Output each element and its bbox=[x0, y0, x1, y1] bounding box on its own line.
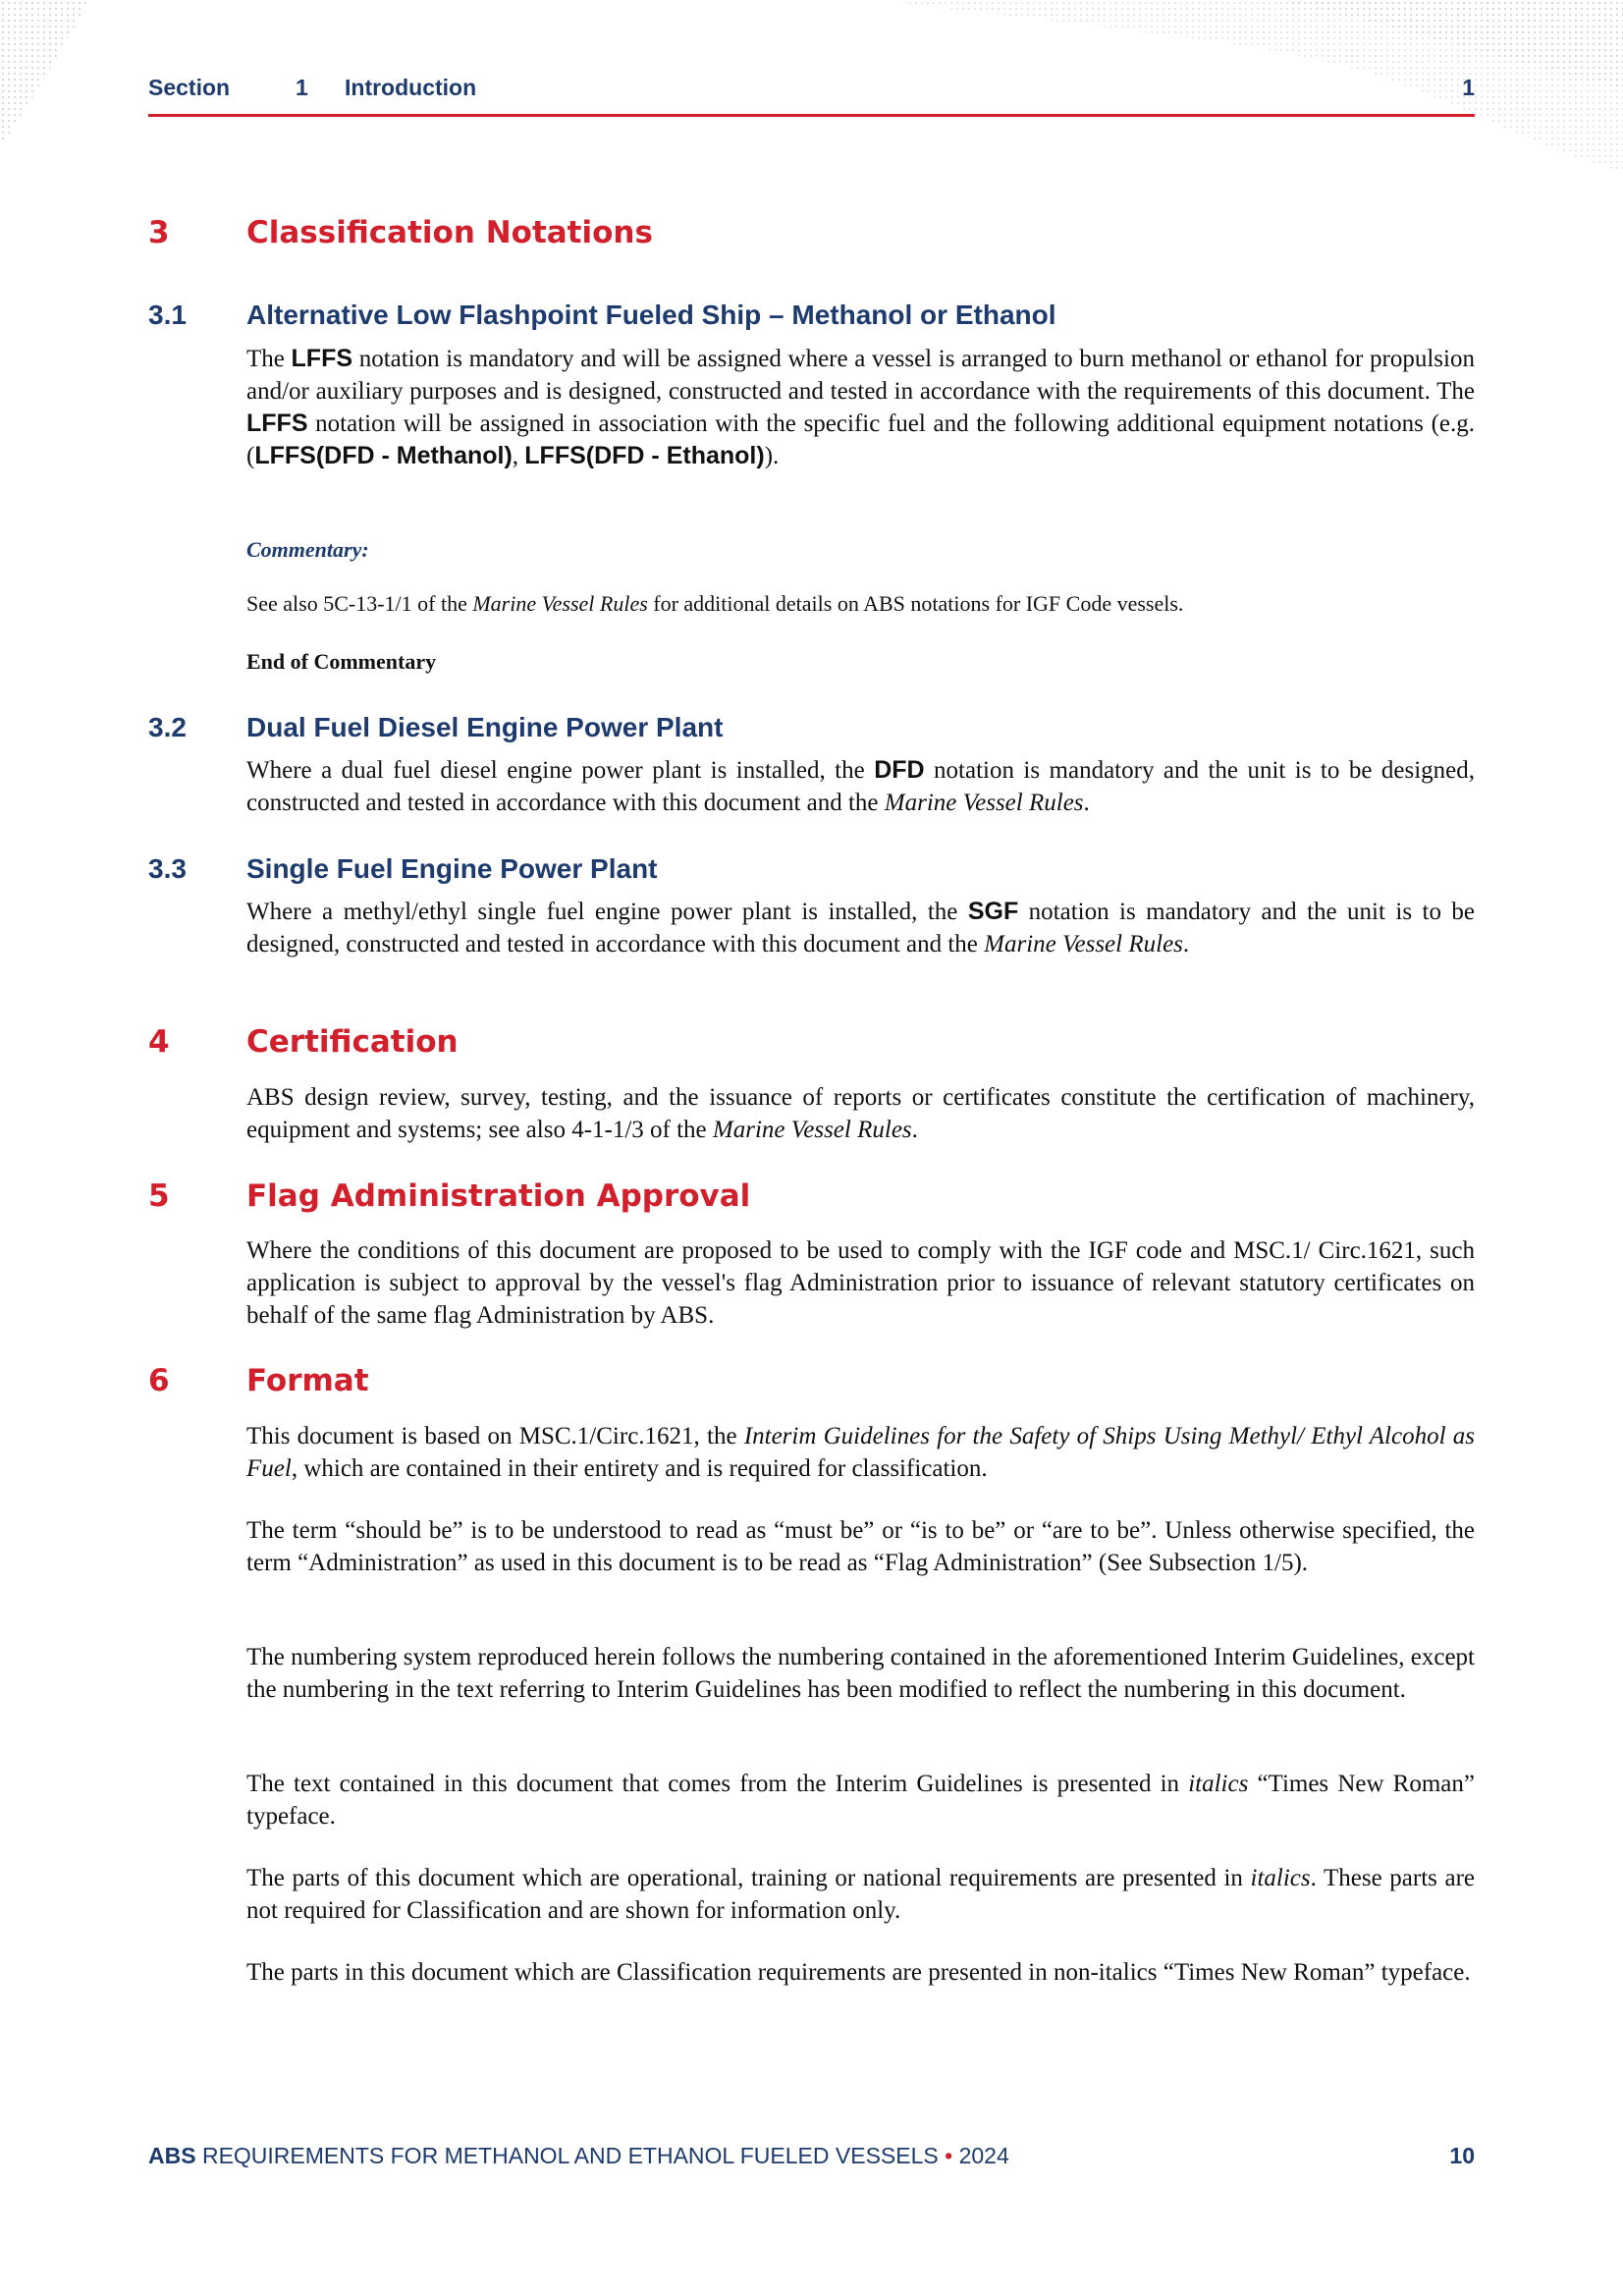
heading-title: Certification bbox=[246, 1024, 459, 1060]
footer-title: REQUIREMENTS FOR METHANOL AND ETHANOL FUELED VESSELS bbox=[201, 2143, 939, 2168]
heading-number: 3.3 bbox=[148, 853, 187, 884]
paragraph-3-3: Where a methyl/ethyl single fuel engine power plant is installed, the SGF notation is mandatory and the unit is to be designed, constructed and tested in accordance with this document and the Marine Vessel Rules. bbox=[246, 898, 1475, 957]
heading-number: 3.1 bbox=[148, 300, 187, 330]
paragraph-6-2: The term “should be” is to be understood to read as “must be” or “is to be” or “are to be”. Unless otherwise specified, the term “Administration” as used in this document is to be read as “Flag Administration” (See Subsection 1/5). bbox=[246, 1517, 1475, 1576]
heading-title: Format bbox=[246, 1363, 369, 1398]
notation-lffs-dfd-ethanol: LFFS(DFD - Ethanol) bbox=[524, 442, 765, 469]
heading-number: 3.2 bbox=[148, 712, 187, 742]
header-section-label: Section bbox=[148, 75, 231, 100]
footer-bullet: • bbox=[945, 2143, 953, 2168]
paragraph-6-4: The text contained in this document that comes from the Interim Guidelines is presented in italics “Times New Roman” typeface. bbox=[246, 1771, 1475, 1830]
paragraph-6-1: This document is based on MSC.1/Circ.1621, the Interim Guidelines for the Safety of Ships Using Methyl/ Ethyl Alcohol as Fuel, which are contained in their entirety and is required for classification. bbox=[246, 1423, 1475, 1482]
heading-title: Flag Administration Approval bbox=[246, 1178, 751, 1214]
heading-title: Dual Fuel Diesel Engine Power Plant bbox=[246, 712, 724, 742]
notation-lffs-dfd-methanol: LFFS(DFD - Methanol) bbox=[254, 442, 513, 469]
commentary-end: End of Commentary bbox=[246, 649, 437, 674]
notation-lffs: LFFS bbox=[246, 410, 308, 437]
commentary-text: See also 5C-13-1/1 of the Marine Vessel Rules for additional details on ABS notations for IGF Code vessels. bbox=[246, 591, 1184, 616]
heading-number: 5 bbox=[148, 1178, 170, 1214]
header-page-ref: 1 bbox=[1462, 75, 1475, 100]
footer-page-number: 10 bbox=[1449, 2143, 1475, 2168]
paragraph-3-2: Where a dual fuel diesel engine power plant is installed, the DFD notation is mandatory and the unit is to be designed, constructed and tested in accordance with this document and the Marine Vessel Rules. bbox=[246, 756, 1475, 816]
footer-year: 2024 bbox=[958, 2143, 1009, 2168]
notation-sgf: SGF bbox=[967, 898, 1019, 925]
heading-number: 6 bbox=[148, 1363, 170, 1398]
commentary-label: Commentary: bbox=[246, 537, 369, 562]
heading-number: 3 bbox=[148, 215, 170, 250]
notation-lffs: LFFS bbox=[291, 345, 353, 372]
running-footer bbox=[148, 2143, 1475, 2169]
running-header bbox=[148, 75, 1475, 117]
header-section-number: 1 bbox=[296, 75, 308, 100]
heading-number: 4 bbox=[148, 1024, 170, 1060]
paragraph-4: ABS design review, survey, testing, and the issuance of reports or certificates constitute the certification of machinery, equipment and systems; see also 4-1-1/3 of the Marine Vessel Rules. bbox=[246, 1084, 1475, 1143]
paragraph-6-3: The numbering system reproduced herein follows the numbering contained in the aforementioned Interim Guidelines, except the numbering in the text referring to Interim Guidelines has been modified to reflect the numbering in this document. bbox=[246, 1644, 1475, 1703]
paragraph-3-1: The LFFS notation is mandatory and will be assigned where a vessel is arranged to burn methanol or ethanol for propulsion and/or auxiliary purposes and is designed, constructed and tested in accordance with the requirements of this document. The LFFS notation will be assigned in association with the specific fuel and the following additional equipment notations (e.g. (LFFS(DFD - Methanol), LFFS(DFD - Ethanol)). bbox=[246, 345, 1475, 469]
header-section-title: Introduction bbox=[345, 75, 477, 100]
notation-dfd: DFD bbox=[874, 756, 925, 784]
paragraph-6-5: The parts of this document which are operational, training or national requirements are presented in italics. These parts are not required for Classification and are shown for information only. bbox=[246, 1865, 1475, 1924]
footer-brand: ABS bbox=[148, 2143, 196, 2168]
heading-title: Alternative Low Flashpoint Fueled Ship – Methanol or Ethanol bbox=[246, 300, 1056, 330]
heading-title: Single Fuel Engine Power Plant bbox=[246, 853, 658, 884]
paragraph-6-6: The parts in this document which are Classification requirements are presented in non-italics “Times New Roman” typeface. bbox=[246, 1959, 1471, 1986]
paragraph-5: Where the conditions of this document are proposed to be used to comply with the IGF code and MSC.1/ Circ.1621, such application is subject to approval by the vessel's flag Administration prior to issuance of relevant statutory certificates on behalf of the same flag Administration by ABS. bbox=[246, 1237, 1475, 1329]
heading-title: Classification Notations bbox=[246, 215, 653, 250]
